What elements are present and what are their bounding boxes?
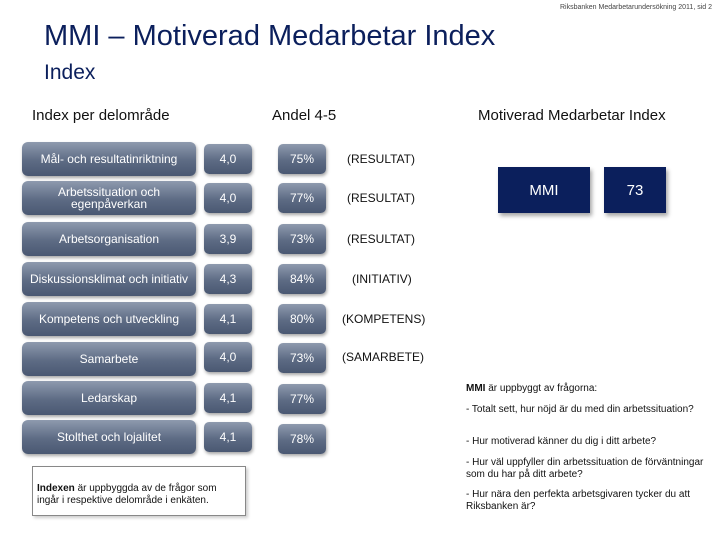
index-value: 4,3 xyxy=(204,264,252,294)
category-tag: (KOMPETENS) xyxy=(342,312,426,326)
page-subtitle: Index xyxy=(44,61,96,84)
column-header-categories: Index per delområde xyxy=(32,107,170,124)
category-box: Samarbete xyxy=(22,342,196,376)
share-percent: 77% xyxy=(278,183,326,213)
questions-intro-bold: MMI xyxy=(466,383,486,394)
index-value: 4,0 xyxy=(204,342,252,372)
question-item: - Hur nära den perfekta arbetsgivaren tycker du att Riksbanken är? xyxy=(466,489,691,512)
index-value: 4,0 xyxy=(204,144,252,174)
question-item: - Totalt sett, hur nöjd är du med din arbetssituation? xyxy=(466,404,694,415)
share-percent: 78% xyxy=(278,424,326,454)
note-text: är uppbyggda av de frågor som ingår i respektive delområde i enkäten. xyxy=(37,483,217,506)
category-box: Diskussionsklimat och initiativ xyxy=(22,262,196,296)
page-title: MMI – Motiverad Medarbetar Index xyxy=(44,20,496,52)
category-box: Kompetens och utveckling xyxy=(22,302,196,336)
index-note xyxy=(32,466,246,516)
category-tag: (RESULTAT) xyxy=(347,232,415,246)
share-percent: 73% xyxy=(278,224,326,254)
index-value: 4,0 xyxy=(204,183,252,213)
header-note: Riksbanken Medarbetarundersökning 2011, sid 2 xyxy=(559,4,712,11)
questions-intro xyxy=(466,383,708,395)
category-tag: (RESULTAT) xyxy=(347,191,415,205)
questions-intro-text: är uppbyggt av frågorna: xyxy=(485,383,598,394)
column-header-mmi: Motiverad Medarbetar Index xyxy=(478,107,666,124)
category-tag: (RESULTAT) xyxy=(347,152,415,166)
question-item: - Hur väl uppfyller din arbetssituation de förväntningar som du har på ditt arbete? xyxy=(466,457,704,480)
note-bold: Indexen xyxy=(37,483,75,494)
category-box: Mål- och resultatinriktning xyxy=(22,142,196,176)
index-value: 4,1 xyxy=(204,383,252,413)
index-value: 3,9 xyxy=(204,224,252,254)
column-header-share: Andel 4-5 xyxy=(272,107,337,124)
index-value: 4,1 xyxy=(204,422,252,452)
category-tag: (INITIATIV) xyxy=(352,272,412,286)
index-value: 4,1 xyxy=(204,304,252,334)
share-percent: 84% xyxy=(278,264,326,294)
category-tag: (SAMARBETE) xyxy=(342,350,425,364)
category-box: Arbetssituation och egenpåverkan xyxy=(22,181,196,215)
share-percent: 75% xyxy=(278,144,326,174)
mmi-value-box: 73 xyxy=(604,167,666,213)
question-item: - Hur motiverad känner du dig i ditt arbete? xyxy=(466,436,657,447)
share-percent: 73% xyxy=(278,343,326,373)
category-box: Arbetsorganisation xyxy=(22,222,196,256)
mmi-label-box: MMI xyxy=(498,167,590,213)
category-box: Stolthet och lojalitet xyxy=(22,420,196,454)
share-percent: 80% xyxy=(278,304,326,334)
category-box: Ledarskap xyxy=(22,381,196,415)
share-percent: 77% xyxy=(278,384,326,414)
